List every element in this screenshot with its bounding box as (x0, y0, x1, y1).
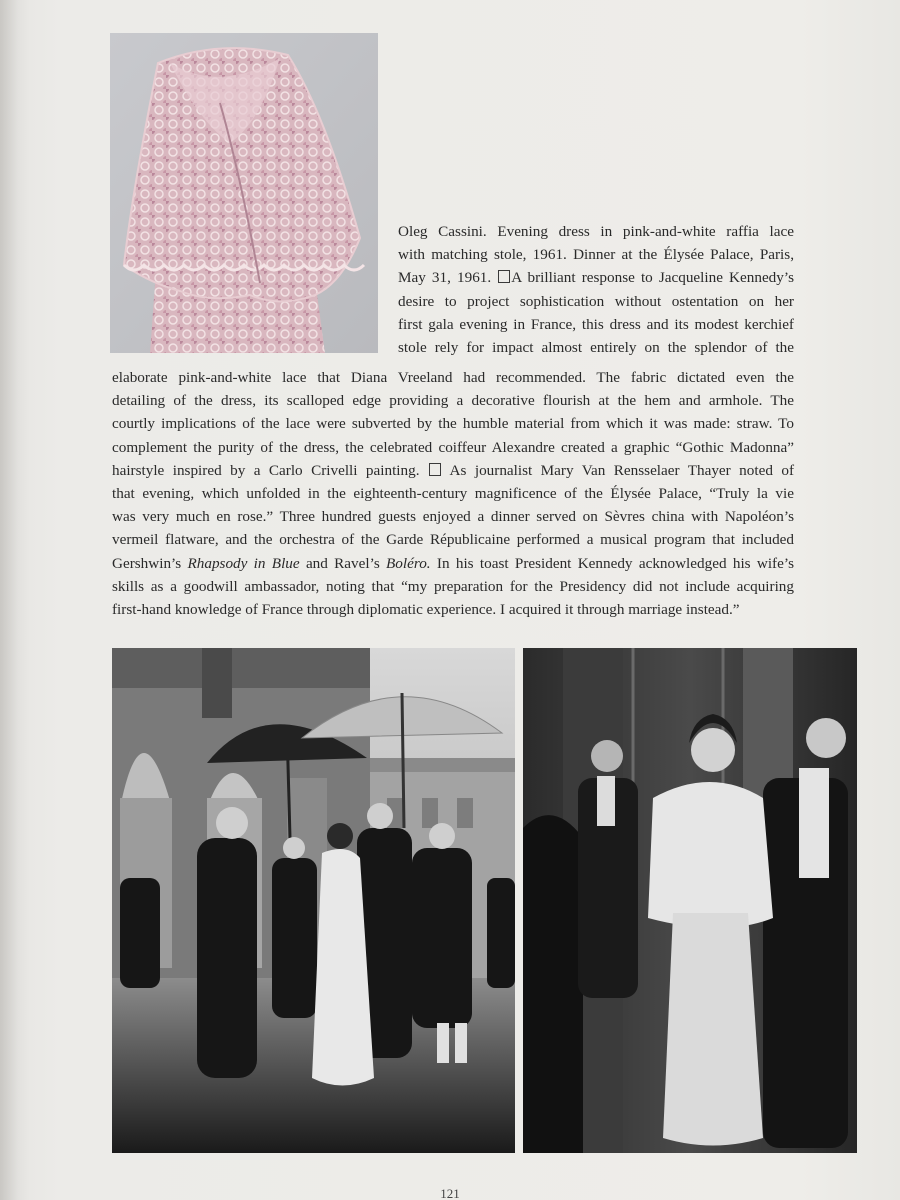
caption-line-mid: and Ravel’s (299, 554, 387, 572)
italic-title: Boléro. (386, 554, 431, 572)
caption-line: detailing of the dress, its scalloped edge providing a decorative flourish at the hem and armhole. The (112, 392, 794, 410)
caption-line-start: Gershwin’s (112, 554, 188, 572)
caption-line: desire to project sophistication without ostentation on her (398, 292, 794, 310)
caption-line-start: hairstyle inspired by a Carlo Crivelli painting. (112, 461, 428, 479)
italic-title: Rhapsody in Blue (187, 554, 300, 572)
section-separator-icon (429, 463, 441, 476)
arrival-photograph (112, 648, 515, 1153)
caption-line-rest: As journalist Mary Van Rensselaer Thayer noted of (449, 461, 794, 479)
caption-wide-column (112, 366, 794, 621)
caption-line: stole rely for impact almost entirely on the splendor of the (398, 338, 794, 356)
caption-line: first-hand knowledge of France through diplomatic experience. I acquired it through marriage instead.” (112, 600, 740, 618)
caption-line: courtly implications of the lace were subverted by the humble material from which it was made: straw. To (112, 415, 794, 433)
caption-line: first gala evening in France, this dress and its modest kerchief (398, 315, 794, 333)
page-number: 121 (440, 1186, 460, 1200)
caption-line: skills as a goodwill ambassador, noting that “my preparation for the Presidency did not include acquiring (112, 577, 794, 595)
caption-line-start: May 31, 1961. (398, 269, 498, 287)
dress-photograph (110, 33, 378, 353)
caption-narrow-column (398, 220, 794, 359)
gown-portrait-photograph (523, 648, 857, 1153)
caption-line (398, 266, 794, 289)
caption-line: complement the purity of the dress, the celebrated coiffeur Alexandre created a graphic “Gothic Madonna” (112, 438, 794, 456)
caption-line: vermeil flatware, and the orchestra of the Garde Républicaine performed a musical program that included (112, 531, 794, 549)
caption-line (112, 552, 794, 575)
caption-line: that evening, which unfolded in the eighteenth-century magnificence of the Élysée Palace, “Truly la vie (112, 484, 794, 502)
caption-line: with matching stole, 1961. Dinner at the Élysée Palace, Paris, (398, 246, 794, 264)
page-gutter-shadow (0, 0, 18, 1200)
caption-line: Oleg Cassini. Evening dress in pink-and-white raffia lace (398, 223, 794, 240)
caption-line: elaborate pink-and-white lace that Diana Vreeland had recommended. The fabric dictated even the (112, 369, 794, 386)
caption-line: was very much en rose.” Three hundred guests enjoyed a dinner served on Sèvres china with Napoléon’s (112, 508, 794, 526)
caption-line-rest: In his toast President Kennedy acknowledged his wife’s (430, 554, 794, 572)
section-separator-icon (498, 270, 510, 283)
caption-line-rest: A brilliant response to Jacqueline Kennedy’s (511, 269, 795, 287)
caption-line (112, 459, 794, 482)
